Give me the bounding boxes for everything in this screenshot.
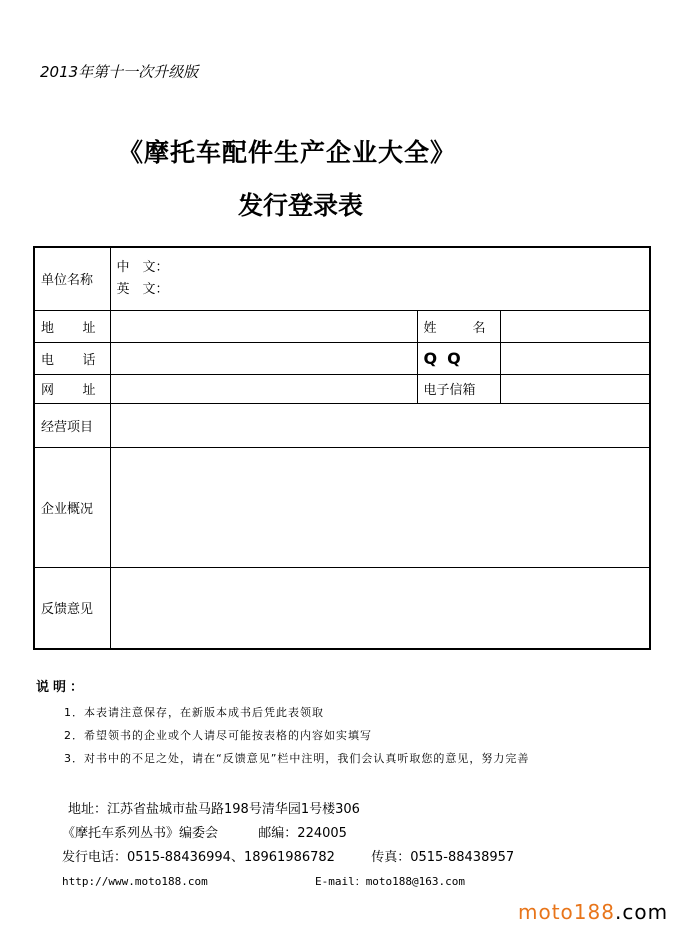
committee-name: 《摩托车系列丛书》编委会	[62, 826, 219, 841]
registration-form	[33, 246, 651, 650]
fax-number: 传真：0515-88438957	[371, 850, 515, 865]
notes-heading: 说明：	[36, 680, 88, 695]
contact-footer	[62, 798, 514, 894]
moto188-watermark: moto188.com	[518, 900, 669, 924]
email-field[interactable]	[500, 374, 650, 403]
web-line	[62, 870, 514, 894]
website-link[interactable]: http://www.moto188.com	[62, 875, 208, 888]
note-item: 1．本表请注意保存，在新版本成书后凭此表领取	[64, 706, 324, 719]
address-line: 地址：江苏省盐城市盐马路198号清华园1号楼306	[68, 802, 360, 817]
committee-line	[62, 822, 514, 846]
business-label: 经营项目	[34, 403, 110, 447]
website-field[interactable]	[110, 374, 417, 403]
overview-label: 企业概况	[34, 447, 110, 567]
website-label: 网 址	[34, 374, 110, 403]
english-name-label: 英 文：	[116, 281, 169, 297]
phone-numbers: 发行电话：0515-88436994、18961986782	[62, 850, 335, 865]
qq-label: QQ	[417, 342, 500, 374]
phone-label: 电 话	[34, 342, 110, 374]
postcode: 邮编：224005	[258, 826, 347, 841]
email-address[interactable]: E-mail：moto188@163.com	[314, 875, 466, 888]
note-item: 3．对书中的不足之处，请在“反馈意见”栏中注明，我们会认真听取您的意见，努力完善	[64, 752, 530, 765]
document-title: 《摩托车配件生产企业大全》	[118, 138, 457, 167]
name-field[interactable]	[500, 310, 650, 342]
feedback-field[interactable]	[110, 567, 650, 649]
address-label: 地 址	[34, 310, 110, 342]
address-field[interactable]	[110, 310, 417, 342]
phone-field[interactable]	[110, 342, 417, 374]
chinese-name-label: 中 文：	[116, 259, 169, 275]
feedback-label: 反馈意见	[34, 567, 110, 649]
unit-name-label: 单位名称	[34, 247, 110, 310]
unit-name-field[interactable]	[110, 247, 650, 310]
email-label: 电子信箱	[417, 374, 500, 403]
edition-label: 2013年第十一次升级版	[40, 63, 199, 81]
note-item: 2．希望领书的企业或个人请尽可能按表格的内容如实填写	[64, 729, 372, 742]
name-label: 姓 名	[417, 310, 500, 342]
qq-field[interactable]	[500, 342, 650, 374]
business-field[interactable]	[110, 403, 650, 447]
phone-line	[62, 846, 514, 870]
notes-section	[36, 676, 529, 770]
document-subtitle: 发行登录表	[238, 191, 364, 220]
overview-field[interactable]	[110, 447, 650, 567]
